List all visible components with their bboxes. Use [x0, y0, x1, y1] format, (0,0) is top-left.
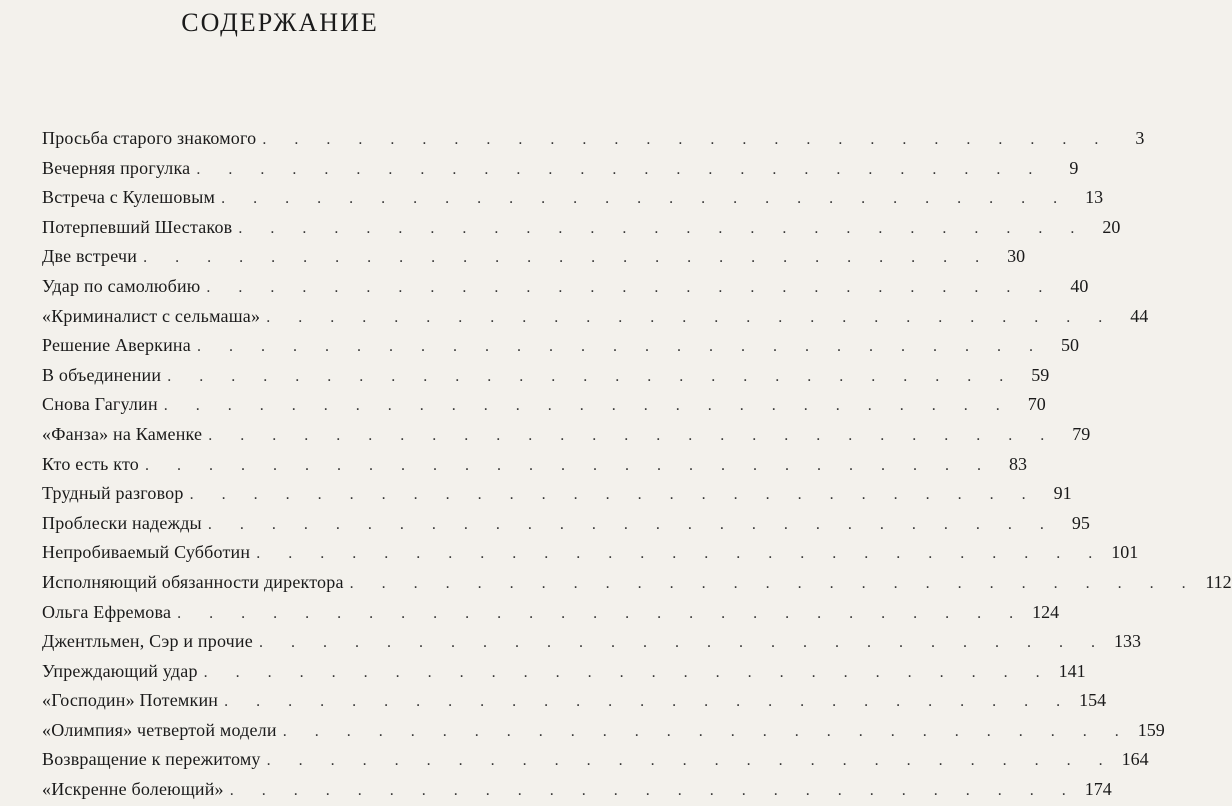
toc-entry-page-number: 30	[1007, 246, 1026, 267]
toc-dot-leader: . . . . . . . . . . . . . . . . . . . . . . . . . . .	[282, 722, 1131, 740]
toc-dot-leader: . . . . . . . . . . . . . . . . . . . . . . . . . . .	[189, 486, 1038, 504]
toc-entry	[42, 331, 1079, 361]
toc-dot-leader: . . . . . . . . . . . . . . . . . . . . . . . . . . .	[256, 545, 1105, 563]
toc-entry-page-number: 70	[1027, 394, 1046, 415]
toc-entry-page-number: 44	[1130, 305, 1149, 326]
toc-entry-page-number: 59	[1031, 364, 1050, 385]
toc-entry	[42, 361, 1050, 391]
toc-entry-page-number: 40	[1070, 275, 1089, 296]
toc-entry-title: Проблески надежды	[42, 512, 202, 533]
toc-entry-title: Просьба старого знакомого	[42, 128, 257, 148]
toc-entry-page-number: 154	[1079, 690, 1107, 711]
toc-dot-leader: . . . . . . . . . . . . . . . . . . . . . . . . . . .	[224, 693, 1073, 711]
toc-entry	[42, 302, 1149, 332]
toc-dot-leader: . . . . . . . . . . . . . . . . . . . . . . . . . . .	[349, 574, 1198, 592]
toc-dot-leader: . . . . . . . . . . . . . . . . . . . . . . . . . . .	[258, 634, 1107, 652]
toc-entry-page-number: 95	[1071, 512, 1090, 533]
toc-dot-leader: . . . . . . . . . . . . . . . . . . . . . . . . . . .	[262, 131, 1111, 148]
toc-entry-title: «Фанза» на Каменке	[42, 423, 203, 444]
toc-entry-title: Две встречи	[42, 246, 138, 267]
toc-dot-leader: . . . . . . . . . . . . . . . . . . . . . . . . . . .	[203, 663, 1052, 681]
toc-dot-leader: . . . . . . . . . . . . . . . . . . . . . . . . . . .	[167, 367, 1016, 385]
toc-entry	[42, 183, 1104, 213]
toc-entry-page-number: 101	[1111, 542, 1139, 563]
toc-entry	[42, 450, 1027, 480]
toc-entry-title: «Олимпия» четвертой модели	[42, 719, 277, 740]
toc-entry-page-number: 3	[1135, 128, 1145, 148]
toc-dot-leader: . . . . . . . . . . . . . . . . . . . . . . . . . . .	[196, 160, 1045, 178]
toc-entry-page-number: 141	[1058, 660, 1086, 681]
toc-dot-leader: . . . . . . . . . . . . . . . . . . . . . . . . . . .	[266, 752, 1115, 770]
toc-entry-title: Встреча с Кулешовым	[42, 187, 216, 208]
page-title: СОДЕРЖАНИЕ	[181, 8, 379, 37]
toc-dot-leader: . . . . . . . . . . . . . . . . . . . . . . . . . . .	[221, 190, 1070, 208]
toc-entry-title: Упреждающий удар	[42, 660, 198, 681]
toc-entry	[42, 538, 1139, 568]
toc-entry-page-number: 20	[1102, 216, 1121, 237]
toc-entry-title: Возвращение к пережитому	[42, 749, 261, 770]
toc-entry-title: Вечерняя прогулка	[42, 157, 191, 178]
toc-dot-leader: . . . . . . . . . . . . . . . . . . . . . . . . . . .	[163, 397, 1012, 415]
toc-dot-leader: . . . . . . . . . . . . . . . . . . . . . . . . . . .	[177, 604, 1026, 622]
toc-dot-leader: . . . . . . . . . . . . . . . . . . . . . . . . . . .	[266, 308, 1115, 326]
toc-dot-leader: . . . . . . . . . . . . . . . . . . . . . . . . . . .	[229, 782, 1078, 800]
toc-entry	[42, 627, 1141, 657]
toc-entry-title: Ольга Ефремова	[42, 601, 172, 622]
toc-entry	[42, 124, 1145, 154]
toc-entry-page-number: 91	[1053, 483, 1072, 504]
toc-entry-title: Исполняющий обязанности директора	[42, 571, 344, 592]
toc-entry	[42, 745, 1149, 775]
toc-dot-leader: . . . . . . . . . . . . . . . . . . . . . . . . . . .	[208, 426, 1057, 444]
toc-entry-page-number: 13	[1085, 187, 1104, 208]
toc-entry-page-number: 174	[1084, 779, 1112, 800]
toc-dot-leader: . . . . . . . . . . . . . . . . . . . . . . . . . . .	[238, 219, 1087, 237]
toc-entry-page-number: 159	[1137, 719, 1165, 740]
toc-entry	[42, 686, 1107, 716]
toc-entry	[42, 213, 1121, 243]
toc-entry-title: Потерпевший Шестаков	[42, 216, 233, 237]
toc-entry-title: Непробиваемый Субботин	[42, 542, 251, 563]
toc-entry-page-number: 9	[1069, 157, 1079, 178]
toc-entry-title: Джентльмен, Сэр и прочие	[42, 631, 253, 652]
table-of-contents	[42, 124, 1232, 805]
toc-entry	[42, 775, 1112, 805]
toc-entry	[42, 390, 1046, 420]
toc-entry-title: Снова Гагулин	[42, 394, 158, 415]
toc-dot-leader: . . . . . . . . . . . . . . . . . . . . . . . . . . .	[207, 515, 1056, 533]
toc-entry	[42, 154, 1079, 184]
toc-entry-page-number: 112	[1205, 571, 1232, 592]
toc-entry	[42, 509, 1090, 539]
toc-dot-leader: . . . . . . . . . . . . . . . . . . . . . . . . . . .	[145, 456, 993, 474]
toc-entry-title: «Искренне болеющий»	[42, 779, 224, 800]
toc-entry-page-number: 50	[1060, 335, 1079, 356]
toc-dot-leader: . . . . . . . . . . . . . . . . . . . . . . . . . . .	[206, 278, 1055, 296]
toc-entry	[42, 479, 1072, 509]
toc-entry-page-number: 83	[1009, 453, 1027, 474]
toc-entry-title: «Господин» Потемкин	[42, 690, 219, 711]
toc-dot-leader: . . . . . . . . . . . . . . . . . . . . . . . . . . .	[196, 338, 1045, 356]
toc-entry-title: «Криминалист с сельмаша»	[42, 305, 261, 326]
toc-entry-page-number: 133	[1113, 631, 1141, 652]
toc-entry-page-number: 164	[1121, 749, 1149, 770]
toc-entry-page-number: 124	[1032, 601, 1060, 622]
toc-dot-leader: . . . . . . . . . . . . . . . . . . . . . . . . . . .	[143, 249, 992, 267]
toc-entry	[42, 272, 1089, 302]
toc-entry-title: Решение Аверкина	[42, 335, 191, 356]
toc-entry	[42, 242, 1026, 272]
toc-entry-title: Удар по самолюбию	[42, 275, 201, 296]
toc-entry	[42, 716, 1165, 746]
toc-entry-title: В объединении	[42, 364, 162, 385]
toc-entry-title: Трудный разговор	[42, 483, 184, 504]
toc-entry-title: Кто есть кто	[42, 453, 139, 474]
toc-entry	[42, 598, 1060, 628]
toc-entry	[42, 657, 1086, 687]
toc-entry	[42, 568, 1232, 598]
toc-entry	[42, 420, 1091, 450]
toc-entry-page-number: 79	[1072, 423, 1091, 444]
